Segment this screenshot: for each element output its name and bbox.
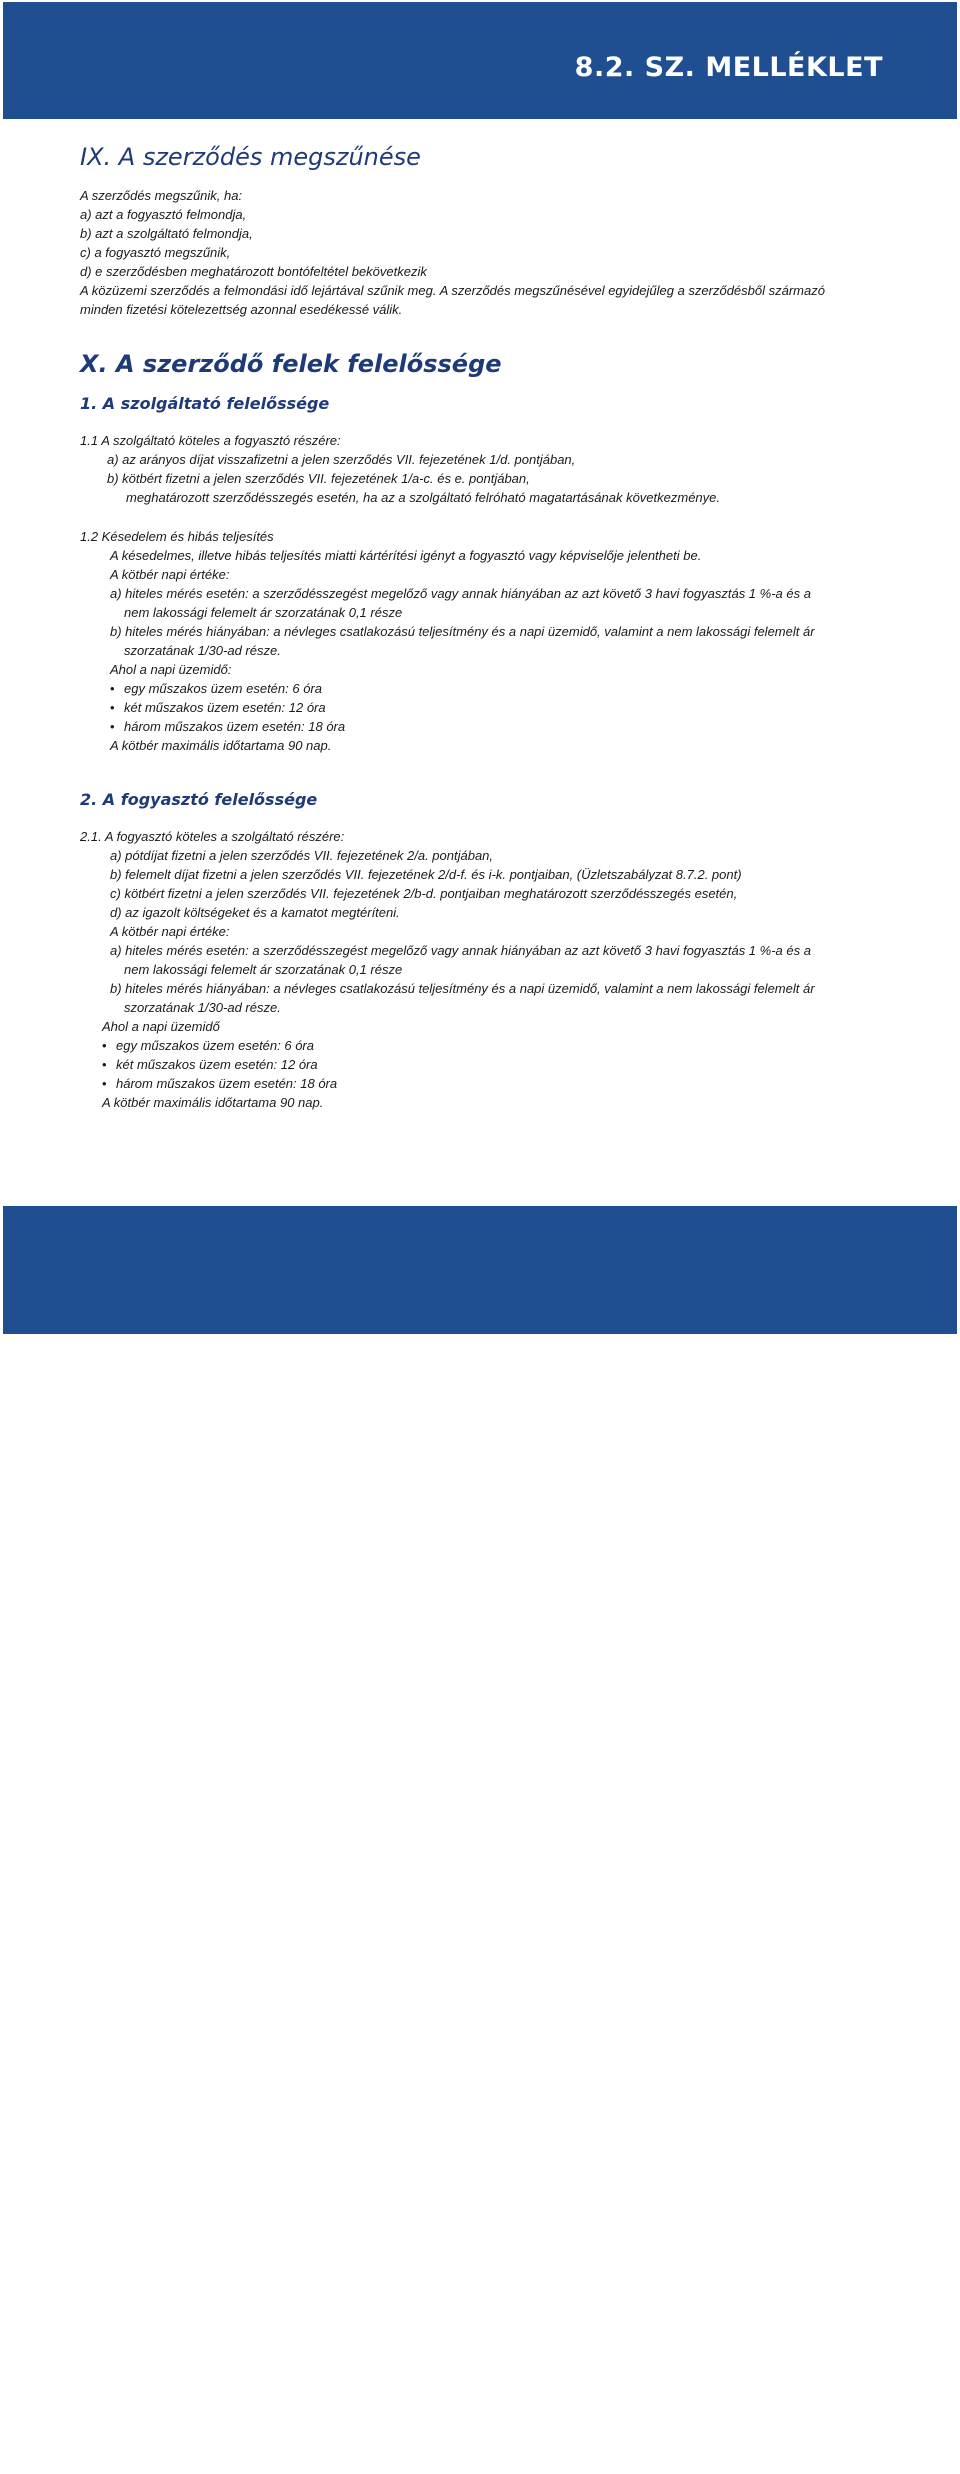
list-item: c) kötbért fizetni a jelen szerződés VII. fejezetének 2/b-d. pontjaiban meghatározott szerződésszegés esetén,: [110, 886, 738, 901]
text-line: A kötbér maximális időtartama 90 nap.: [110, 738, 332, 753]
bullet-item: • két műszakos üzem esetén: 12 óra: [80, 1055, 900, 1074]
list-item: a) az arányos díjat visszafizetni a jelen szerződés VII. fejezetének 1/d. pontjában,: [107, 452, 576, 467]
text-line: meghatározott szerződésszegés esetén, ha az a szolgáltató felróható magatartásának következménye.: [126, 490, 721, 505]
footer-band: [3, 1206, 957, 2474]
text-line: szorzatának 1/30-ad része.: [124, 1000, 281, 1015]
list-item: b) hiteles mérés hiányában: a névleges csatlakozású teljesítmény és a napi üzemidő, valamint a nem lakossági felemelt ár: [110, 624, 815, 639]
list-item: a) hiteles mérés esetén: a szerződésszegést megelőző vagy annak hiányában az azt követő 3 havi fogyasztás 1 %-a és a: [110, 586, 811, 601]
text-line: Ahol a napi üzemidő: [102, 1019, 220, 1034]
paragraph-2-1: [80, 827, 900, 1112]
text-line: nem lakossági felemelt ár szorzatának 0,1 része: [124, 605, 403, 620]
section-10-heading: X. A szerződő felek felelőssége: [80, 350, 502, 378]
text-line: 1.2 Késedelem és hibás teljesítés: [80, 529, 274, 544]
bullet-item: • két műszakos üzem esetén: 12 óra: [80, 698, 900, 717]
text-line: szorzatának 1/30-ad része.: [124, 643, 281, 658]
text-line: Ahol a napi üzemidő:: [110, 662, 232, 677]
subsection-1-heading: 1. A szolgáltató felelőssége: [80, 394, 330, 413]
subsection-2-heading: 2. A fogyasztó felelőssége: [80, 790, 318, 809]
text-line: A kötbér napi értéke:: [110, 567, 230, 582]
paragraph-1-1: [80, 431, 900, 507]
text-line: A szerződés megszűnik, ha:: [80, 188, 243, 203]
document-body: [80, 140, 900, 1112]
list-item: b) kötbért fizetni a jelen szerződés VII. fejezetének 1/a-c. és e. pontjában,: [107, 471, 530, 486]
text-line: 1.1 A szolgáltató köteles a fogyasztó részére:: [80, 433, 341, 448]
text-line: A kötbér napi értéke:: [110, 924, 230, 939]
list-item: b) hiteles mérés hiányában: a névleges csatlakozású teljesítmény és a napi üzemidő, valamint a nem lakossági felemelt ár: [110, 981, 815, 996]
bullet-item: • három műszakos üzem esetén: 18 óra: [80, 717, 900, 736]
bullet-item: • három műszakos üzem esetén: 18 óra: [80, 1074, 900, 1093]
text-line: A késedelmes, illetve hibás teljesítés miatti kártérítési igényt a fogyasztó vagy képviselője jelentheti be.: [110, 548, 702, 563]
header-title: 8.2. SZ. MELLÉKLET: [574, 52, 883, 83]
text-line: nem lakossági felemelt ár szorzatának 0,1 része: [124, 962, 403, 977]
paragraph-1-2: [80, 527, 900, 755]
text-line: A kötbér maximális időtartama 90 nap.: [102, 1095, 324, 1110]
section-9-heading: IX. A szerződés megszűnése: [80, 143, 421, 171]
bullet-item: • egy műszakos üzem esetén: 6 óra: [80, 679, 900, 698]
header-band: [3, 2, 957, 119]
text-line: A közüzemi szerződés a felmondási idő lejártával szűnik meg. A szerződés megszűnésével egyidejűleg a szerződésből származó: [80, 283, 825, 298]
text-line: d) e szerződésben meghatározott bontófeltétel bekövetkezik: [80, 264, 427, 279]
list-item: d) az igazolt költségeket és a kamatot megtéríteni.: [110, 905, 400, 920]
list-item: a) pótdíjat fizetni a jelen szerződés VII. fejezetének 2/a. pontjában,: [110, 848, 494, 863]
list-item: b) felemelt díjat fizetni a jelen szerződés VII. fejezetének 2/d-f. és i-k. pontjaiban, (Üzletszabályzat 8.7.2. pont): [110, 867, 742, 882]
text-line: 2.1. A fogyasztó köteles a szolgáltató részére:: [80, 829, 345, 844]
text-line: c) a fogyasztó megszűnik,: [80, 245, 231, 260]
bullet-item: • egy műszakos üzem esetén: 6 óra: [80, 1036, 900, 1055]
text-line: b) azt a szolgáltató felmondja,: [80, 226, 253, 241]
page-number: 27: [852, 2450, 880, 2474]
text-line: minden fizetési kötelezettség azonnal esedékessé válik.: [80, 302, 403, 317]
section-9-text: [80, 186, 900, 319]
text-line: a) azt a fogyasztó felmondja,: [80, 207, 247, 222]
list-item: a) hiteles mérés esetén: a szerződésszegést megelőző vagy annak hiányában az azt követő 3 havi fogyasztás 1 %-a és a: [110, 943, 811, 958]
